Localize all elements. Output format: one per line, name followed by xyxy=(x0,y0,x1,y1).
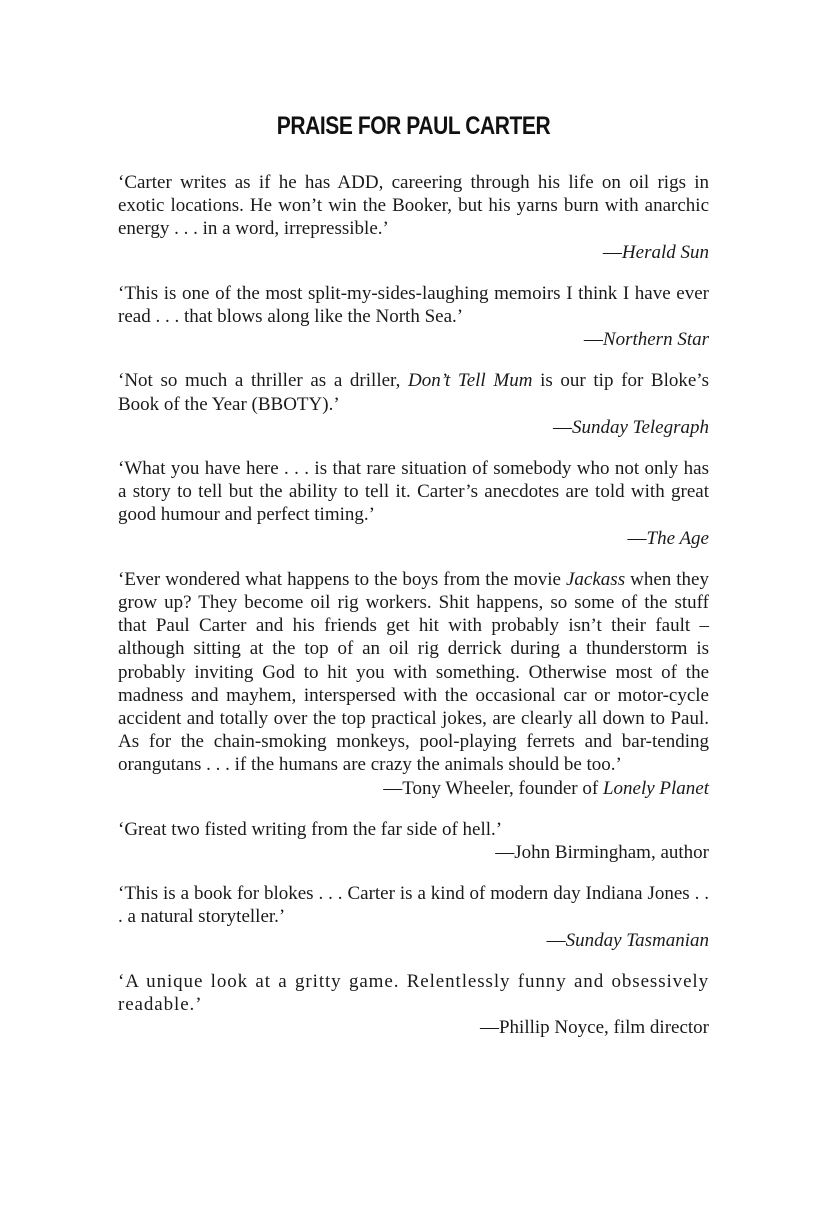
quote-text: ‘A unique look at a gritty game. Relentlessly funny and obsessively readable.’ xyxy=(118,970,709,1016)
attribution-source: Northern Star xyxy=(602,329,709,351)
attribution-source: Lonely Planet xyxy=(602,777,709,799)
attribution-dash: — xyxy=(546,929,566,951)
quote-text-after: when they grow up? They become oil rig workers. Shit happens, so some of the stuff that Paul Carter and his friends get hit with probably isn’t their fault – although sitting at the top of an oil rig derrick during a thunderstorm is probably inviting God to hit you with something. Otherwise most of the madness and mayhem, interspersed with the occasional car or motor-cycle accident and totally over the top practical jokes, are clearly all down to Paul. As for the chain-smoking monkeys, pool-playing ferrets and bar-tending orangutans . . . if the humans are crazy the animals should be too.’ xyxy=(118,568,709,776)
quote-text: ‘Great two fisted writing from the far side of hell.’ xyxy=(118,818,503,840)
quote-text xyxy=(118,568,709,777)
quote-attribution xyxy=(118,929,709,952)
review-quote-herald-sun xyxy=(118,171,709,264)
attribution-source: Herald Sun xyxy=(621,241,709,263)
attribution-source: Sunday Tasmanian xyxy=(565,929,709,951)
review-quote-john-birmingham xyxy=(118,818,709,864)
quote-text: ‘Carter writes as if he has ADD, careering through his life on oil rigs in exotic locations. He won’t win the Booker, but his yarns burn with anarchic energy . . . in a word, irrepressible.’ xyxy=(118,172,709,240)
attribution-dash: — xyxy=(602,241,622,263)
page-content xyxy=(118,112,709,1058)
page-title: PRAISE FOR PAUL CARTER xyxy=(276,112,551,140)
quote-text xyxy=(118,369,709,415)
book-title: Don’t Tell Mum xyxy=(408,370,533,392)
attribution-source: Sunday Telegraph xyxy=(571,416,709,438)
movie-title: Jackass xyxy=(566,568,626,590)
attribution-dash: — xyxy=(627,527,647,549)
quote-attribution: —John Birmingham, author xyxy=(495,842,709,864)
review-quote-tony-wheeler xyxy=(118,568,709,800)
review-quote-sunday-tasmanian xyxy=(118,882,709,952)
quote-attribution xyxy=(118,241,709,264)
quote-attribution xyxy=(118,527,709,550)
attribution-prefix: —Tony Wheeler, founder of xyxy=(383,777,603,799)
quote-attribution xyxy=(118,328,709,351)
quote-text-before: ‘Ever wondered what happens to the boys from the movie xyxy=(118,568,566,590)
quote-text: ‘This is one of the most split-my-sides-laughing memoirs I think I have ever read . . . that blows along like the North Sea.’ xyxy=(118,282,709,328)
review-quote-the-age xyxy=(118,457,709,550)
quote-text-after: is our tip for Bloke’s Book of the Year (BBOTY).’ xyxy=(118,370,709,415)
quote-text: ‘What you have here . . . is that rare situation of somebody who not only has a story to tell but the ability to tell it. Carter’s anecdotes are told with great good humour and perfect timing.’ xyxy=(118,458,709,526)
quote-text-before: ‘Not so much a thriller as a driller, xyxy=(118,370,409,392)
attribution-dash: — xyxy=(552,416,572,438)
quote-attribution xyxy=(118,416,709,439)
attribution-dash: — xyxy=(583,329,603,351)
review-quote-northern-star xyxy=(118,282,709,352)
quote-attribution xyxy=(118,777,709,800)
quote-attribution: —Phillip Noyce, film director xyxy=(479,1017,709,1039)
review-quote-sunday-telegraph xyxy=(118,369,709,439)
review-quote-phillip-noyce xyxy=(118,970,709,1040)
attribution-source: The Age xyxy=(646,527,709,549)
quote-text: ‘This is a book for blokes . . . Carter is a kind of modern day Indiana Jones . . . a natural storyteller.’ xyxy=(118,883,709,928)
